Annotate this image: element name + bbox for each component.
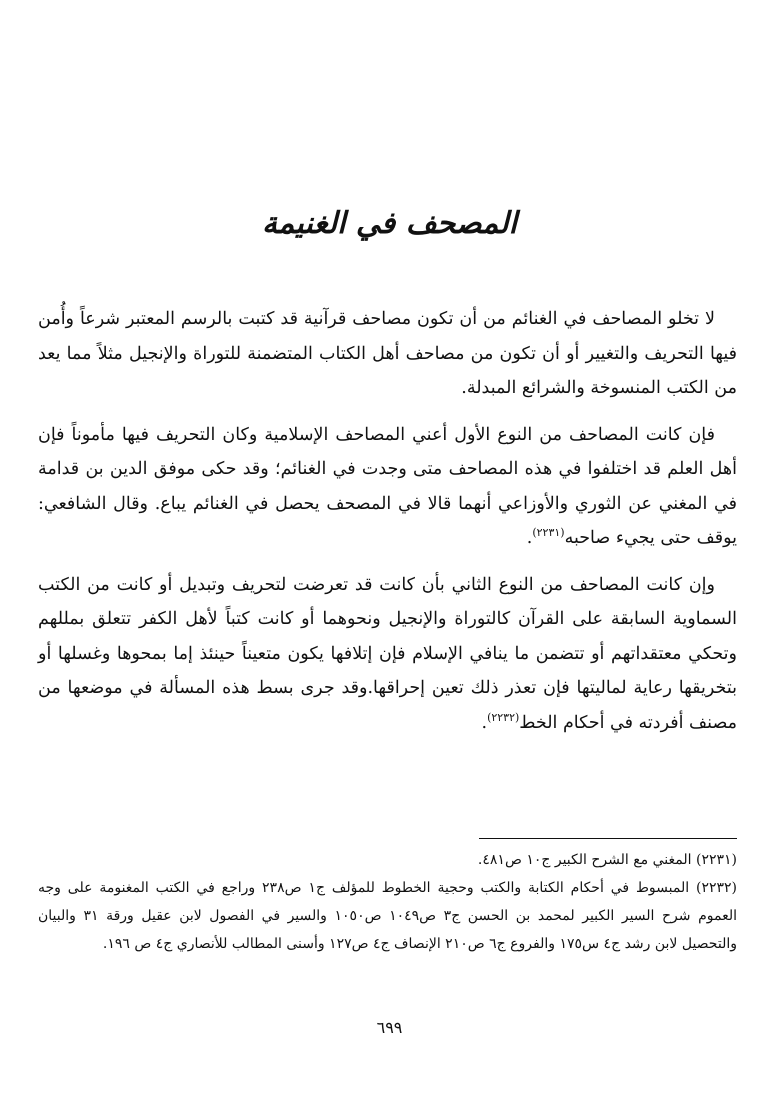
paragraph-3-text: وإن كانت المصاحف من النوع الثاني بأن كانت قد تعرضت لتحريف وتبديل أو كانت من الكتب السماوية السابقة على القرآن كالتوراة والإنجيل ونحوهما أو كانت كتباً لأهل الكفر تتعلق بمللهم وتحكي معتقداتهم أو تتضمن ما ينافي الإسلام فإن إتلافها يكون متعيناً حينئذ إما بمحوها وغسلها أو بتخريقها رعاية لماليتها فإن تعذر ذلك تعين إحراقها.وقد جرى بسط هذه المسألة في موضعها من مصنف أفردته في أحكام الخط [38, 574, 737, 733]
page-number: ٦٩٩ [376, 1018, 403, 1037]
paragraph-2 [38, 418, 737, 556]
footnotes [38, 846, 737, 958]
paragraph-3 [38, 568, 737, 741]
footnote-separator [479, 838, 737, 839]
footnote-ref-2231[interactable]: (٢٢٣١) [532, 526, 565, 540]
paragraph-2-text: فإن كانت المصاحف من النوع الأول أعني المصاحف الإسلامية وكان التحريف فيها مأموناً فإن أهل العلم قد اختلفوا في هذه المصاحف متى وجدت في الغنائم؛ وقد حكى موفق الدين بن قدامة في المغني عن الثوري والأوزاعي أنهما قالا في المصحف يحصل في الغنائم يباع. وقال الشافعي: يوقف حتى يجيء صاحبه [38, 424, 737, 548]
paragraph-2-end: . [526, 528, 533, 548]
footnote-2231: (٢٢٣١) المغني مع الشرح الكبير ج١٠ ص٤٨١. [477, 852, 737, 868]
paragraph-1 [38, 302, 737, 406]
footnote-2232: (٢٢٣٢) المبسوط في أحكام الكتابة والكتب وحجية الخطوط للمؤلف ج١ ص٢٣٨ وراجع في الكتب المغنومة على وجه العموم شرح السير الكبير لمحمد بن الحسن ج٣ ص١٠٤٩ ص١٠٥٠ والسير في الفصول لابن عقيل ورقة ٣١ والبيان والتحصيل لابن رشد ج٤ س١٧٥ والفروع ج٦ ص٢١٠ الإنصاف ج٤ ص١٢٧ وأسنى المطالب للأنصاري ج٤ ص ١٩٦. [38, 880, 737, 952]
paragraph-3-end: . [481, 712, 488, 733]
main-text [38, 302, 737, 752]
footnote-ref-2232[interactable]: (٢٢٣٢) [487, 710, 520, 724]
paragraph-1-text: لا تخلو المصاحف في الغنائم من أن تكون مصاحف قرآنية قد كتبت بالرسم المعتبر شرعاً وأُمن فيها التحريف والتغيير أو أن تكون من مصاحف أهل الكتاب المتضمنة للتوراة والإنجيل مثلاً مما يعد من الكتب المنسوخة والشرائع المبدلة. [38, 309, 737, 398]
page-title: المصحف في الغنيمة [262, 206, 517, 241]
